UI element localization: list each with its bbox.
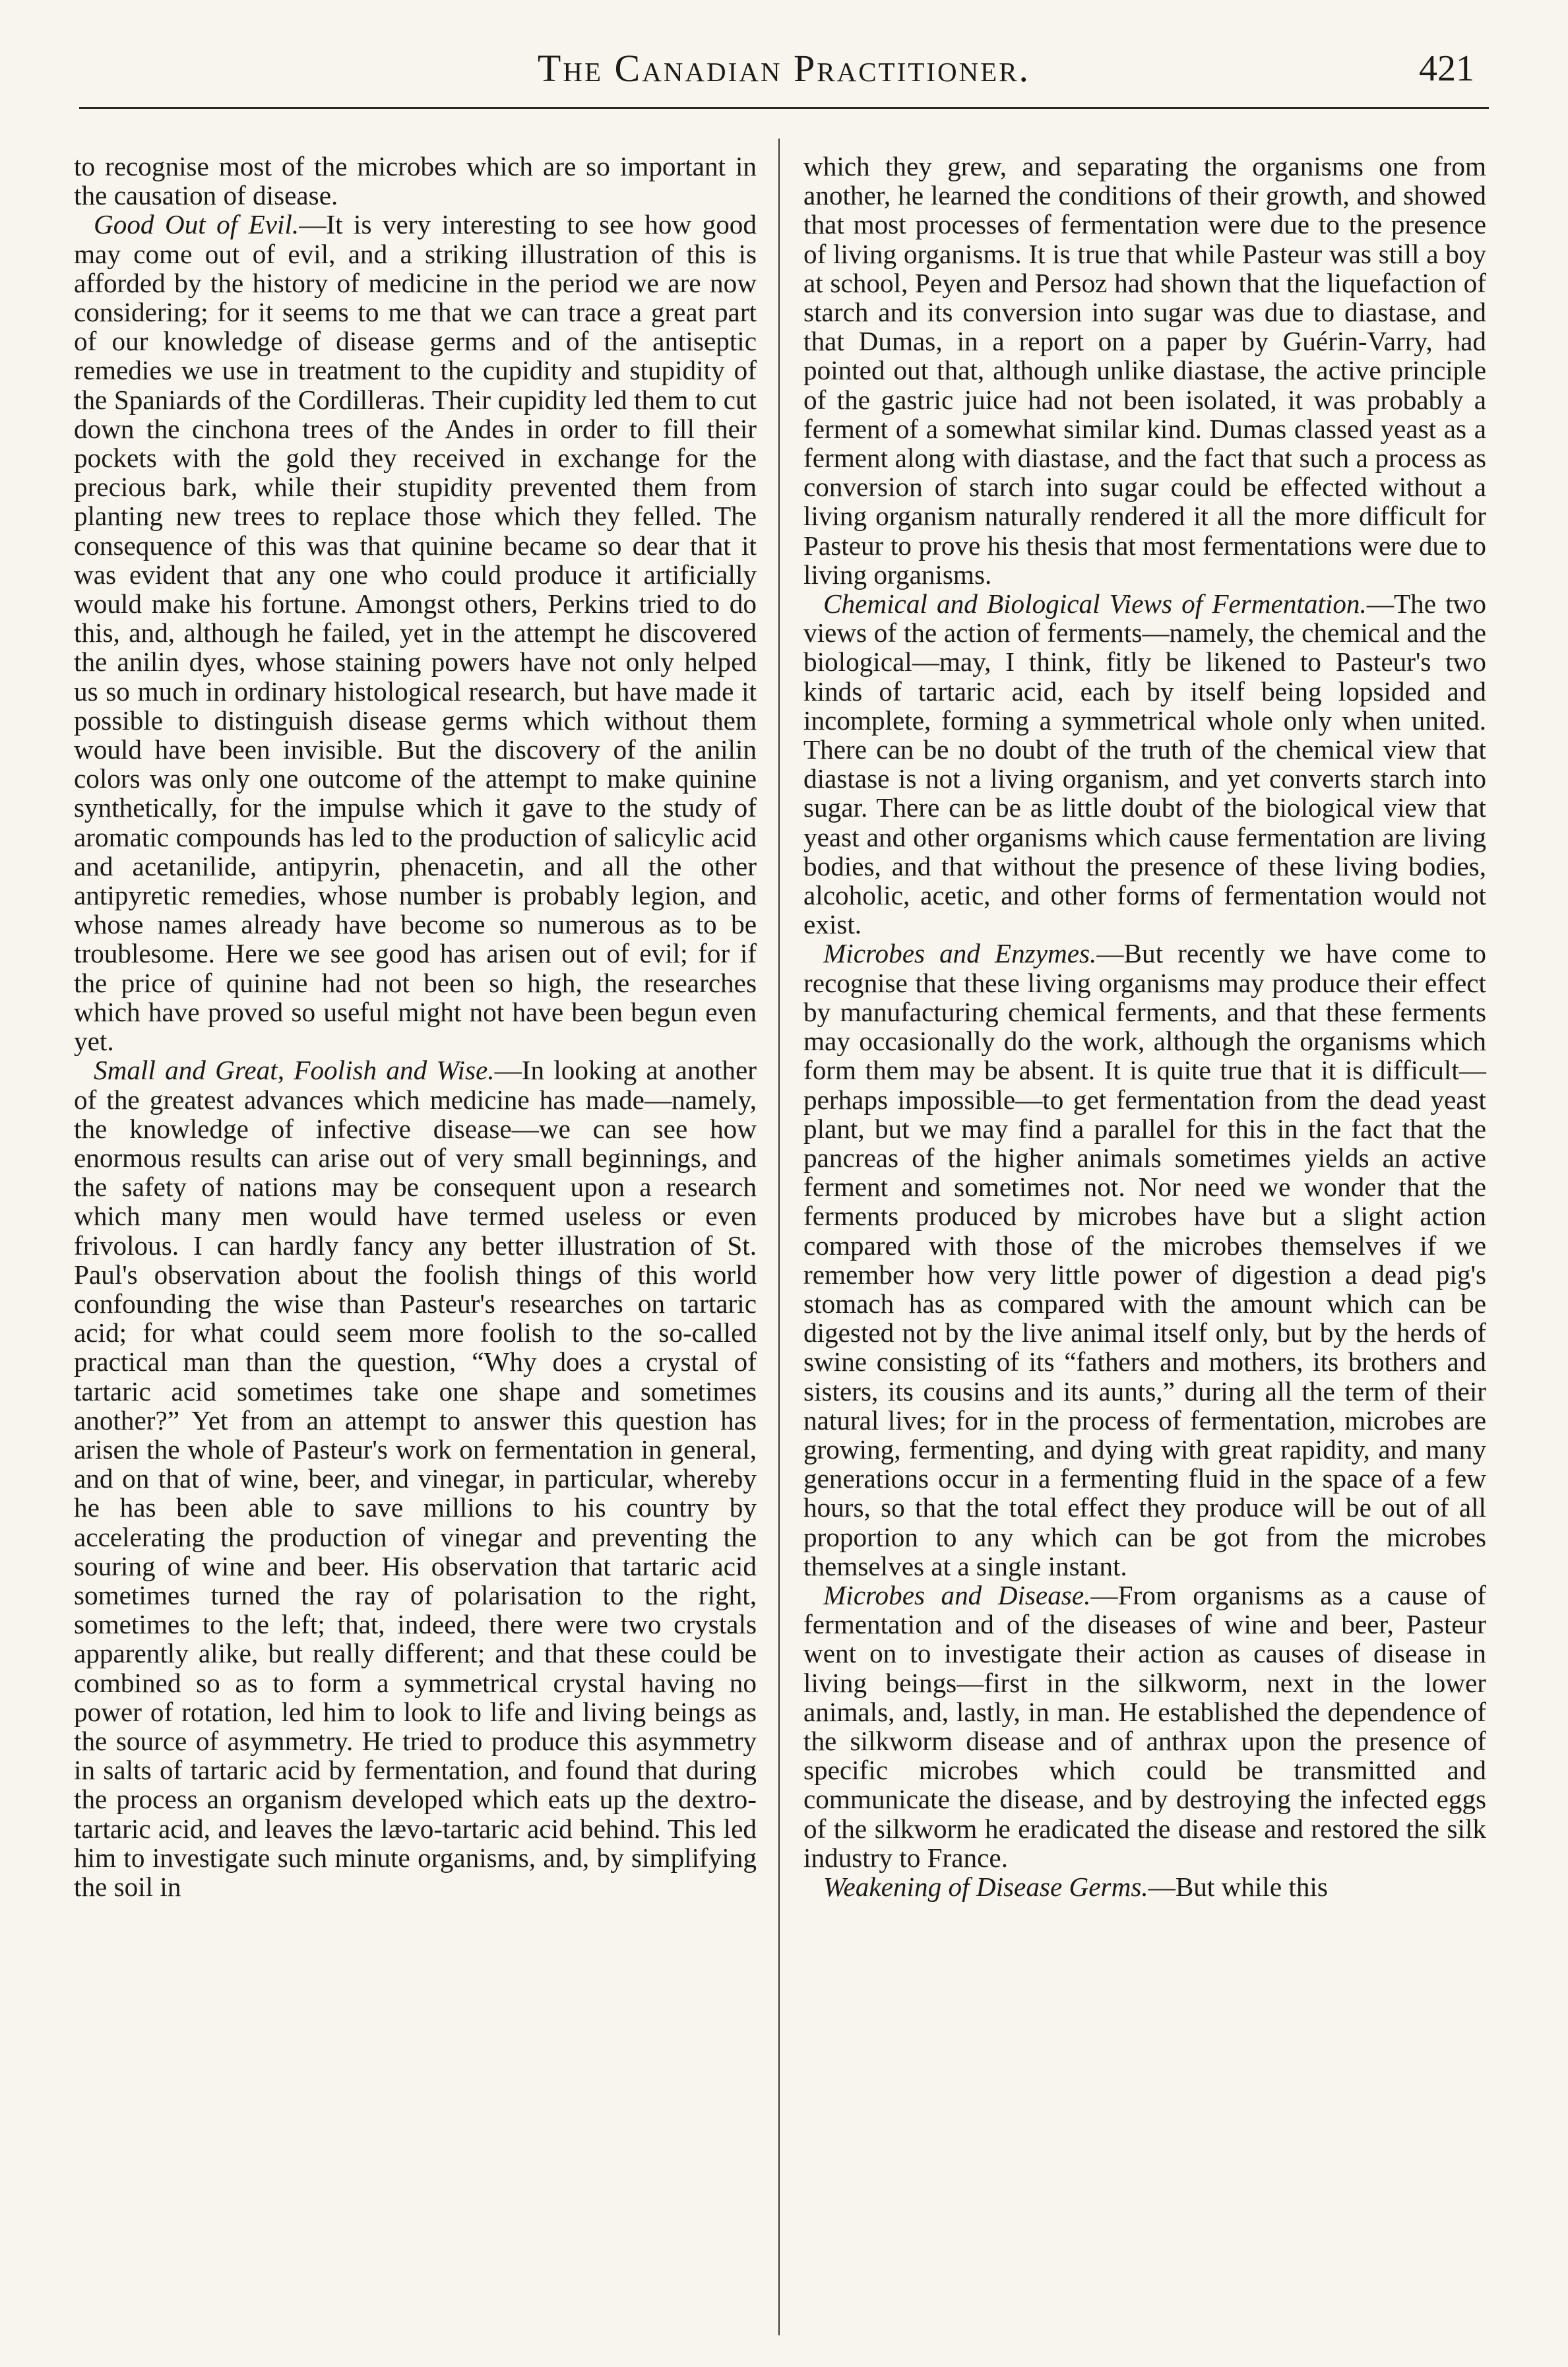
running-title: The Canadian Practitioner. — [537, 47, 1031, 90]
paragraph: which they grew, and separating the organisms one from another, he learned the conditions of their growth, and showed that most processes of fermentation were due to the presence of living organisms. It is true that while Pasteur was still a boy at school, Peyen and Persoz had shown that the liquefaction of starch and its conversion into sugar was due to diastase, and that Dumas, in a report on a paper by Guérin-Varry, had pointed out that, although unlike diastase, the active principle of the gastric juice had not been isolated, it was probably a ferment of a somewhat similar kind. Dumas classed yeast as a ferment along with diastase, and the fact that such a process as conversion of starch into sugar could be effected without a living organism naturally rendered it all the more difficult for Pasteur to prove his thesis that most fermentations were due to living organisms. — [803, 151, 1486, 590]
section-heading: Good Out of Evil. — [94, 209, 299, 240]
right-column — [803, 152, 1486, 1901]
paragraph-text: —In looking at another of the greatest advances which medicine has made—namely, the knowledge of infective disease—we can see how enormous results can arise out of very small beginnings, and the safety of nations may be consequent upon a research which many men would have termed useless or even frivolous. I can hardly fancy any better illustration of St. Paul's observation about the foolish things of this world confounding the wise than Pasteur's researches on tartaric acid; for what could seem more foolish to the so-called practical man than the question, “Why does a crystal of tartaric acid sometimes take one shape and sometimes another?” Yet from an attempt to answer this question has arisen the whole of Pasteur's work on fermentation in general, and on that of wine, beer, and vinegar, in particular, whereby he has been able to save millions to his country by accelerating the production of vinegar and preventing the souring of wine and beer. His observation that tartaric acid sometimes turned the ray of polarisation to the right, sometimes to the left; that, indeed, there were two crystals apparently alike, but really different; and that these could be combined so as to form a symmetrical crystal having no power of rotation, led him to look to life and living beings as the source of asymmetry. He tried to produce this asymmetry in salts of tartaric acid by fermentation, and found that during the process an organism developed which eats up the dextro-tartaric acid, and leaves the lævo-tartaric acid behind. This led him to investigate such minute organisms, and, by simplifying the soil in — [74, 1055, 757, 1902]
section-heading: Weakening of Disease Germs. — [823, 1871, 1148, 1902]
paragraph-text: —From organisms as a cause of fermentation and of the diseases of wine and beer, Pasteur went on to investigate their action as causes of disease in living beings—first in the silkworm, next in the lower animals, and, lastly, in man. He established the dependence of the silkworm disease and of anthrax upon the presence of specific microbes which could be transmitted and communicate the disease, and by destroying the infected eggs of the silkworm he eradicated the disease and restored the silk industry to France. — [803, 1579, 1486, 1873]
section-heading: Small and Great, Foolish and Wise. — [94, 1055, 495, 1086]
paragraph — [74, 210, 757, 1056]
header-rule — [79, 107, 1489, 109]
column-rule — [778, 139, 780, 2335]
left-column — [74, 152, 757, 1901]
paragraph — [803, 589, 1486, 939]
paragraph-text: —The two views of the action of ferments—namely, the chemical and the biological—may, I think, fitly be likened to Pasteur's two kinds of tartaric acid, each by itself being lopsided and incomplete, forming a symmetrical whole only when united. There can be no doubt of the truth of the chemical view that diastase is not a living organism, and yet converts starch into sugar. There can be as little doubt of the biological view that yeast and other organisms which cause fermentation are living bodies, and that without the presence of these living bodies, alcoholic, acetic, and other forms of fermentation would not exist. — [803, 588, 1486, 940]
paragraph — [803, 939, 1486, 1580]
section-heading: Chemical and Biological Views of Fermentation. — [823, 588, 1367, 619]
paragraph-text: —But recently we have come to recognise that these living organisms may produce their effect by manufacturing chemical ferments, and that these ferments may occasionally do the work, although the organisms which form them may be absent. It is quite true that it is difficult—perhaps impossible—to get fermentation from the dead yeast plant, but we may find a parallel for this in the fact that the pancreas of the higher animals sometimes yields an active ferment and sometimes not. Nor need we wonder that the ferments produced by microbes have but a slight action compared with those of the microbes themselves if we remember how very little power of digestion a dead pig's stomach has as compared with the amount which can be digested not by the live animal itself only, but by the herds of swine consisting of its “fathers and mothers, its brothers and sisters, its cousins and its aunts,” during all the term of their natural lives; for in the process of fermentation, microbes are growing, fermenting, and dying with great rapidity, and many generations occur in a fermenting fluid in the space of a few hours, so that the total effect they produce will be out of all proportion to any which can be got from the microbes themselves at a single instant. — [803, 938, 1486, 1581]
section-heading: Microbes and Enzymes. — [823, 938, 1097, 969]
paragraph — [803, 1581, 1486, 1872]
paragraph — [803, 1872, 1486, 1901]
paragraph-text: —It is very interesting to see how good may come out of evil, and a striking illustration of this is afforded by the history of medicine in the period we are now considering; for it seems to me that we can trace a great part of our knowledge of disease germs and of the antiseptic remedies we use in treatment to the cupidity and stupidity of the Spaniards of the Cordilleras. Their cupidity led them to cut down the cinchona trees of the Andes in order to fill their pockets with the gold they received in exchange for the precious bark, while their stupidity prevented them from planting new trees to replace those which they felled. The consequence of this was that quinine became so dear that it was evident that any one who could produce it artificially would make his fortune. Amongst others, Perkins tried to do this, and, although he failed, yet in the attempt he discovered the anilin dyes, whose staining powers have not only helped us so much in ordinary histological research, but have made it possible to distinguish disease germs which without them would have been invisible. But the discovery of the anilin colors was only one outcome of the attempt to make quinine synthetically, for the impulse which it gave to the study of aromatic compounds has led to the production of salicylic acid and acetanilide, antipyrin, phenacetin, and all the other antipyretic remedies, whose number is probably legion, and whose names already have become so numerous as to be troublesome. Here we see good has arisen out of evil; for if the price of quinine had not been so high, the researches which have proved so useful might not have been begun even yet. — [74, 209, 757, 1057]
page-header — [79, 26, 1489, 106]
paragraph: to recognise most of the microbes which are so important in the causation of disease. — [74, 151, 757, 211]
paragraph — [74, 1056, 757, 1901]
paragraph-text: —But while this — [1148, 1871, 1328, 1902]
page-number: 421 — [1419, 48, 1474, 89]
section-heading: Microbes and Disease. — [823, 1579, 1091, 1610]
